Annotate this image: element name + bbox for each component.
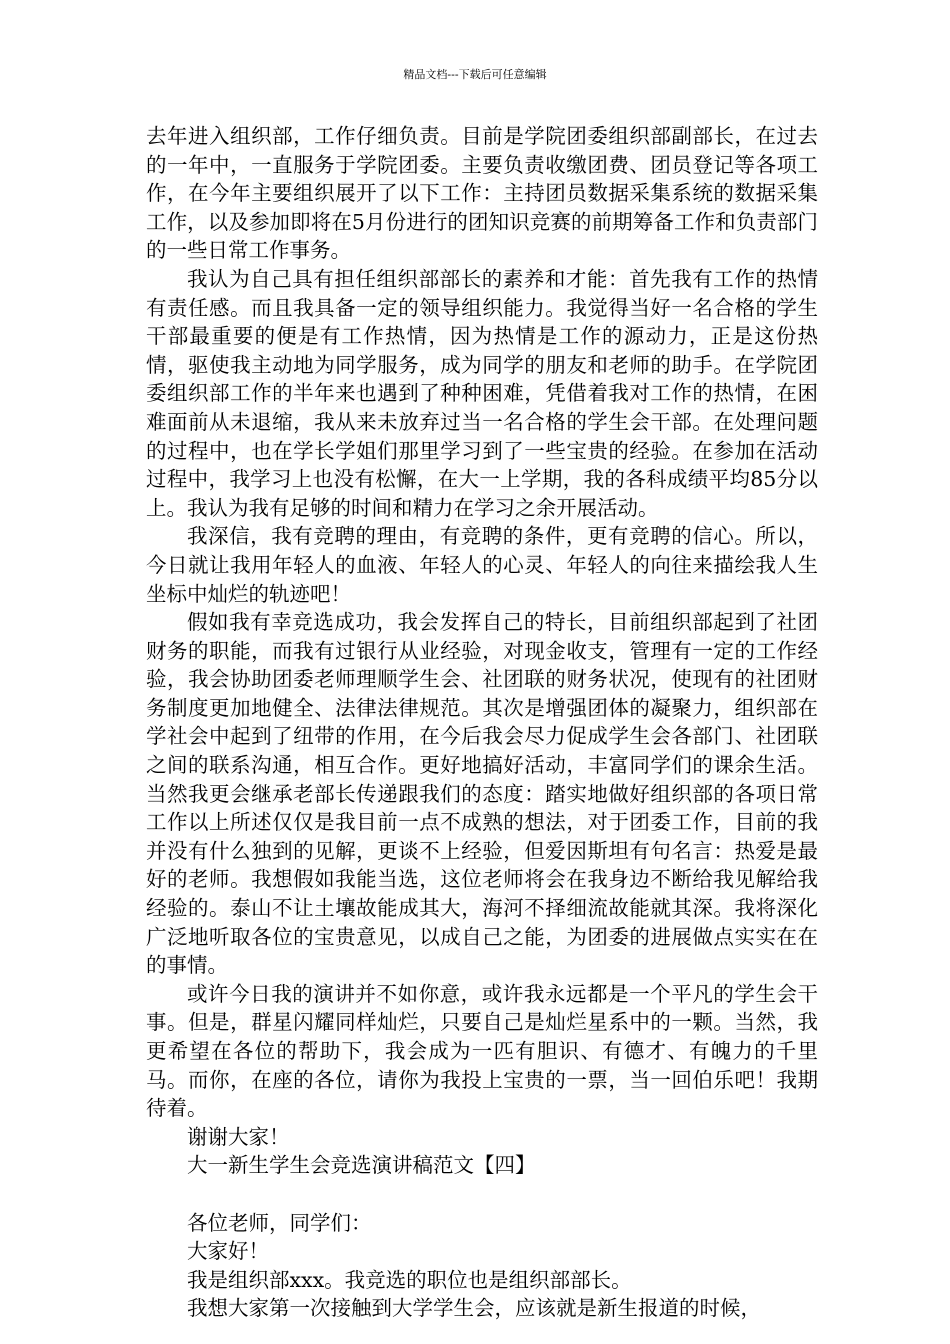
section-title: 大一新生学生会竞选演讲稿范文【四】 <box>187 1153 536 1178</box>
thanks-line: 谢谢大家！ <box>187 1124 290 1149</box>
first-contact-line: 我想大家第一次接触到大学学生会，应该就是新生报道的时候， <box>187 1296 761 1321</box>
blank-line <box>146 1180 818 1209</box>
intro-line: 我是组织部xxx。我竞选的职位也是组织部部长。 <box>187 1267 632 1292</box>
paragraph-plans: 假如我有幸竞选成功，我会发挥自己的特长，目前组织部起到了社团财务的职能，而我有过银行从业经验，对现金收支，管理有一定的工作经验，我会协助团委老师理顺学生会、社团联的财务状况，使现有的社团财务制度更加地健全、法律法律规范。其次是增强团体的凝聚力，组织部在学社会中起到了纽带的作用，在今后我会尽力促成学生会各部门、社团联之间的联系沟通，相互合作。更好地搞好活动，丰富同学们的课余生活。当然我更会继承老部长传递跟我们的态度：踏实地做好组织部的各项日常工作以上所述仅仅是我目前一点不成熟的想法，对于团委工作，目前的我并没有什么独到的见解，更谈不上经验，但爱因斯坦有句名言：热爱是最好的老师。我想假如我能当选，这位老师将会在我身边不断给我见解给我经验的。泰山不让土壤故能成其大，海河不择细流故能就其深。我将深化广泛地听取各位的宝贵意见，以成自己之能，为团委的进展做点实实在在的事情。 <box>146 610 818 978</box>
page-header: 精品文档---下载后可任意编辑 <box>403 68 547 81</box>
paragraph-closing: 或许今日我的演讲并不如你意，或许我永远都是一个平凡的学生会干事。但是，群星闪耀同样灿烂，只要自己是灿烂星系中的一颗。当然，我更希望在各位的帮助下，我会成为一匹有胆识、有德才、有魄力的千里马。而你，在座的各位，请你为我投上宝贵的一票，当一回伯乐吧！我期待着。 <box>146 981 818 1121</box>
greeting-line: 各位老师，同学们： <box>187 1210 372 1235</box>
document-body <box>146 122 818 1323</box>
hello-line: 大家好！ <box>187 1239 269 1264</box>
paragraph-confidence: 我深信，我有竞聘的理由，有竞聘的条件，更有竞聘的信心。所以，今日就让我用年轻人的血液、年轻人的心灵、年轻人的向往来描绘我人生坐标中灿烂的轨迹吧！ <box>146 524 818 606</box>
paragraph-work-experience: 去年进入组织部，工作仔细负责。目前是学院团委组织部副部长，在过去的一年中，一直服务于学院团委。主要负责收缴团费、团员登记等各项工作，在今年主要组织展开了以下工作：主持团员数据采集系统的数据采集工作，以及参加即将在5月份进行的团知识竞赛的前期筹备工作和负责部门的一些日常工作事务。 <box>146 124 818 263</box>
paragraph-qualities: 我认为自己具有担任组织部部长的素养和才能：首先我有工作的热情有责任感。而且我具备一定的领导组织能力。我觉得当好一名合格的学生干部最重要的便是有工作热情，因为热情是工作的源动力，正是这份热情，驱使我主动地为同学服务，成为同学的朋友和老师的助手。在学院团委组织部工作的半年来也遇到了种种困难，凭借着我对工作的热情，在困难面前从未退缩，我从来未放弃过当一名合格的学生会干部。在处理问题的过程中，也在学长学姐们那里学习到了一些宝贵的经验。在参加在活动过程中，我学习上也没有松懈，在大一上学期，我的各科成绩平均85分以上。我认为我有足够的时间和精力在学习之余开展活动。 <box>146 266 818 520</box>
